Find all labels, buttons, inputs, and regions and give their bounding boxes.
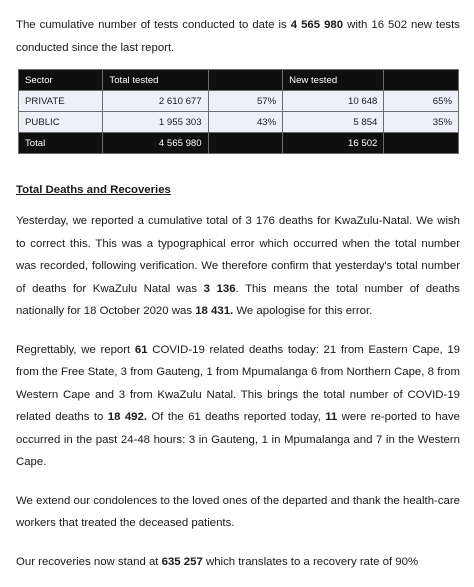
cell-new-tested: 5 854 [283, 112, 384, 133]
para1-kzn-deaths: 3 136 [203, 282, 236, 295]
cell-total-tested-sum: 4 565 980 [103, 133, 208, 154]
header-new-tested: New tested [283, 70, 384, 91]
intro-total-tests: 4 565 980 [290, 19, 344, 31]
para2-text-2: COVID-19 related deaths today: 21 from Eastern Cape, 19 from the Free State, 3 from Gauteng, 1 from Mpumalanga 6 from Northern Cape, 8 from Western Cape and 3 from KwaZulu Natal. This brings the total number of COVID-19 related deaths to [16, 343, 460, 423]
intro-paragraph [16, 14, 460, 59]
para2-text-3: Of the 61 deaths reported today, [147, 411, 326, 423]
cell-total-tested: 2 610 677 [103, 91, 208, 112]
para4-text: Our recoveries now stand at [16, 555, 162, 568]
cell-new-pct-empty [384, 133, 459, 154]
para2-text-4: were re-ported to have occurred in the past 24-48 hours: 3 in Gauteng, 1 in Mpumalanga and 7 in the Western Cape. [16, 411, 460, 468]
cell-total-pct: 57% [208, 91, 283, 112]
header-new-pct [384, 70, 459, 91]
recoveries-paragraph [16, 551, 460, 574]
table-row [19, 112, 459, 133]
table-total-row [19, 133, 459, 154]
para1-text-2: . This means the total number of deaths nationally for 18 October 2020 was [16, 282, 460, 317]
condolences-paragraph: We extend our condolences to the loved ones of the departed and thank the health-care workers that treated the deceased patients. [16, 494, 460, 529]
cell-total-pct-empty [208, 133, 283, 154]
para2-deaths-today: 61 [134, 343, 148, 356]
header-sector: Sector [19, 70, 103, 91]
para4-text-2: which translates to a recovery rate of 90% [202, 555, 419, 568]
deaths-today-paragraph [16, 339, 460, 474]
para2-recent-deaths: 11 [325, 411, 338, 423]
table-row [19, 91, 459, 112]
para2-total-deaths: 18 492. [107, 411, 147, 423]
intro-text: The cumulative number of tests conducted to date is [16, 19, 291, 31]
cell-total-pct: 43% [208, 112, 283, 133]
para1-text: Yesterday, we reported a cumulative total of 3 176 deaths for KwaZulu-Natal. We wish to correct this. This was a typographical error which occurred when the total number was recorded, following verification. We therefore confirm that yesterday's total number of deaths for KwaZulu Natal was [16, 215, 460, 295]
cell-new-tested-sum: 16 502 [283, 133, 384, 154]
header-total-tested: Total tested [103, 70, 208, 91]
cell-total-label: Total [19, 133, 103, 154]
para2-text: Regrettably, we report [16, 343, 135, 356]
cell-new-pct: 35% [384, 112, 459, 133]
cell-new-pct: 65% [384, 91, 459, 112]
tests-table [18, 69, 459, 154]
deaths-correction-paragraph [16, 210, 460, 323]
cell-new-tested: 10 648 [283, 91, 384, 112]
section-title: Total Deaths and Recoveries [16, 184, 171, 196]
cell-sector: PRIVATE [19, 91, 103, 112]
para1-national-deaths: 18 431. [195, 305, 234, 317]
cell-total-tested: 1 955 303 [103, 112, 208, 133]
table-header-row [19, 70, 459, 91]
cell-sector: PUBLIC [19, 112, 103, 133]
para1-text-3: We apologise for this error. [233, 305, 373, 317]
para4-recoveries: 635 257 [161, 555, 203, 568]
intro-text-end: with 16 502 new tests conducted since the last report. [16, 19, 460, 54]
header-total-pct [208, 70, 283, 91]
